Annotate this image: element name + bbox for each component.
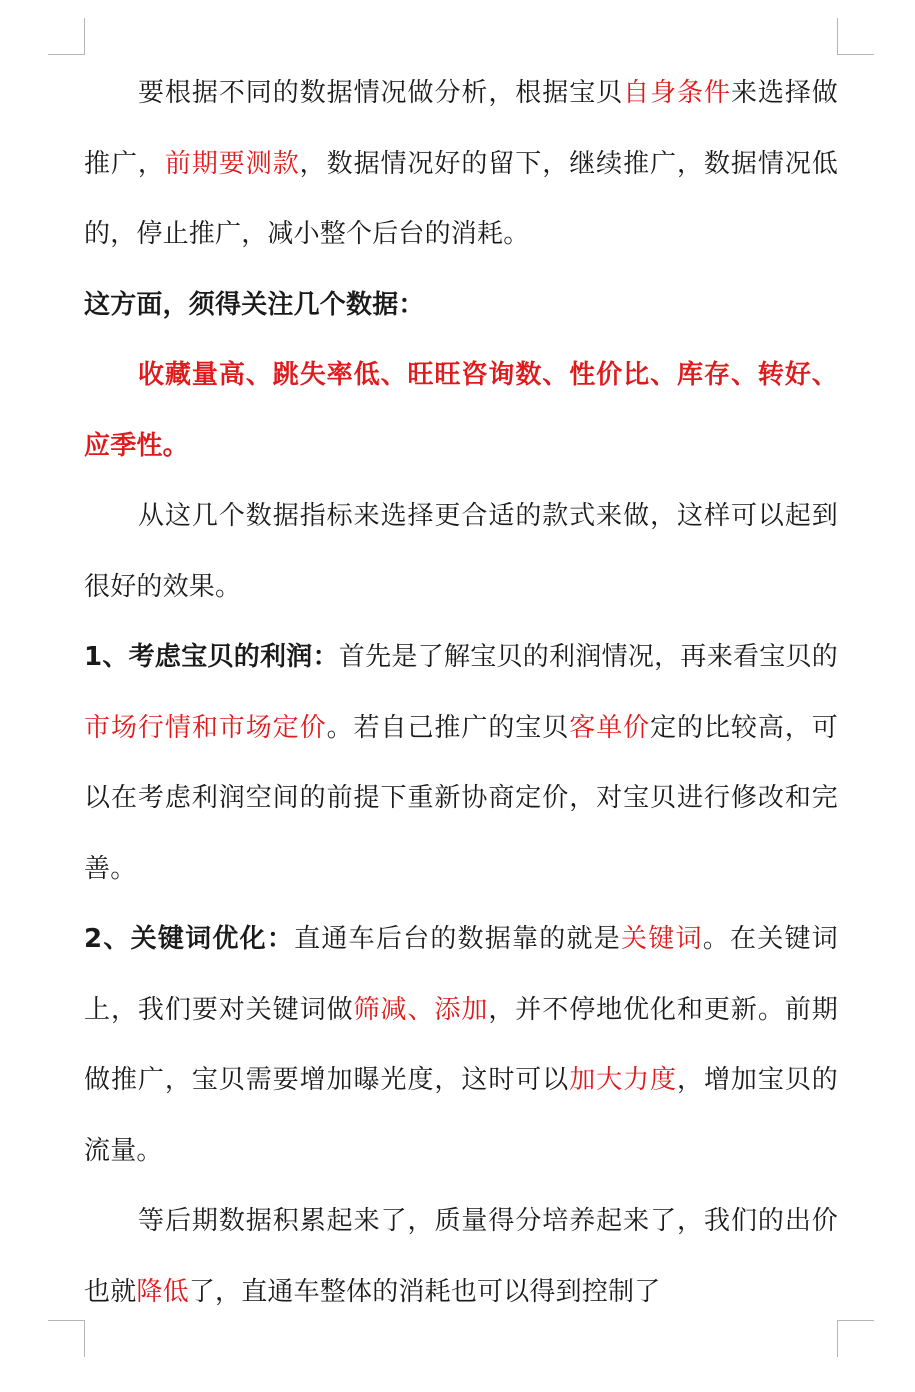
highlighted-text-segment: 前期要测款	[164, 148, 300, 179]
document-body	[84, 58, 838, 1327]
paragraph-keywords	[84, 904, 838, 1186]
page-corner-mark-bottom-left	[48, 1320, 85, 1357]
page-corner-mark-bottom-right	[837, 1320, 874, 1357]
highlighted-text-segment: 加大力度	[569, 1065, 678, 1095]
highlighted-text-segment: 市场行情和市场定价	[84, 712, 327, 743]
paragraph-metrics-list	[84, 340, 838, 481]
highlighted-text-segment: 降低	[136, 1276, 189, 1307]
highlighted-text-segment: 1、考虑宝贝的利润：	[84, 642, 339, 672]
text-segment: 首先是了解宝贝的利润情况，再来看宝贝的	[338, 642, 838, 672]
paragraph-intro	[84, 58, 838, 270]
paragraph-conclusion	[84, 1186, 838, 1327]
text-segment: ，数据情况好的留下，继续推广，数据情况低的，停止推广，减小整个后台的消耗。	[84, 148, 838, 249]
page-corner-mark-top-left	[48, 18, 85, 55]
text-segment: ，增加宝贝的流量。	[84, 1065, 838, 1166]
highlighted-text-segment: 收藏量高、跳失率低、旺旺咨询数、性价比、库存、转好、应季性。	[84, 360, 838, 461]
text-segment: ，并不停地优化和更新。前期做推广，宝贝需要增加曝光度，这时可以	[84, 994, 838, 1095]
text-segment: 要根据不同的数据情况做分析，根据宝贝	[138, 78, 624, 108]
paragraph-profit	[84, 622, 838, 904]
highlighted-text-segment: 这方面，须得关注几个数据：	[84, 289, 425, 320]
text-segment: 。若自己推广的宝贝	[326, 712, 570, 743]
text-segment: 了，直通车整体的消耗也可以得到控制了	[188, 1276, 661, 1307]
text-segment: 定的比较高，可以在考虑利润空间的前提下重新协商定价，对宝贝进行修改和完善。	[84, 712, 838, 884]
text-segment: 直通车后台的数据靠的就是	[294, 924, 622, 954]
text-segment: 从这几个数据指标来选择更合适的款式来做，这样可以起到很好的效果。	[84, 501, 838, 602]
page-corner-mark-top-right	[837, 18, 874, 55]
highlighted-text-segment: 2、关键词优化：	[84, 924, 295, 954]
highlighted-text-segment: 客单价	[569, 712, 651, 743]
paragraph-metrics-summary	[84, 481, 838, 622]
text-segment: 等后期数据积累起来了，质量得分培养起来了，我们的出价也就	[84, 1206, 838, 1307]
text-segment: 来选择做推广，	[84, 78, 838, 179]
highlighted-text-segment: 关键词	[621, 924, 703, 954]
highlighted-text-segment: 筛减、添加	[353, 994, 489, 1025]
paragraph-heading-metrics	[84, 270, 838, 341]
highlighted-text-segment: 自身条件	[623, 78, 731, 108]
text-segment: 。在关键词上，我们要对关键词做	[84, 924, 838, 1025]
